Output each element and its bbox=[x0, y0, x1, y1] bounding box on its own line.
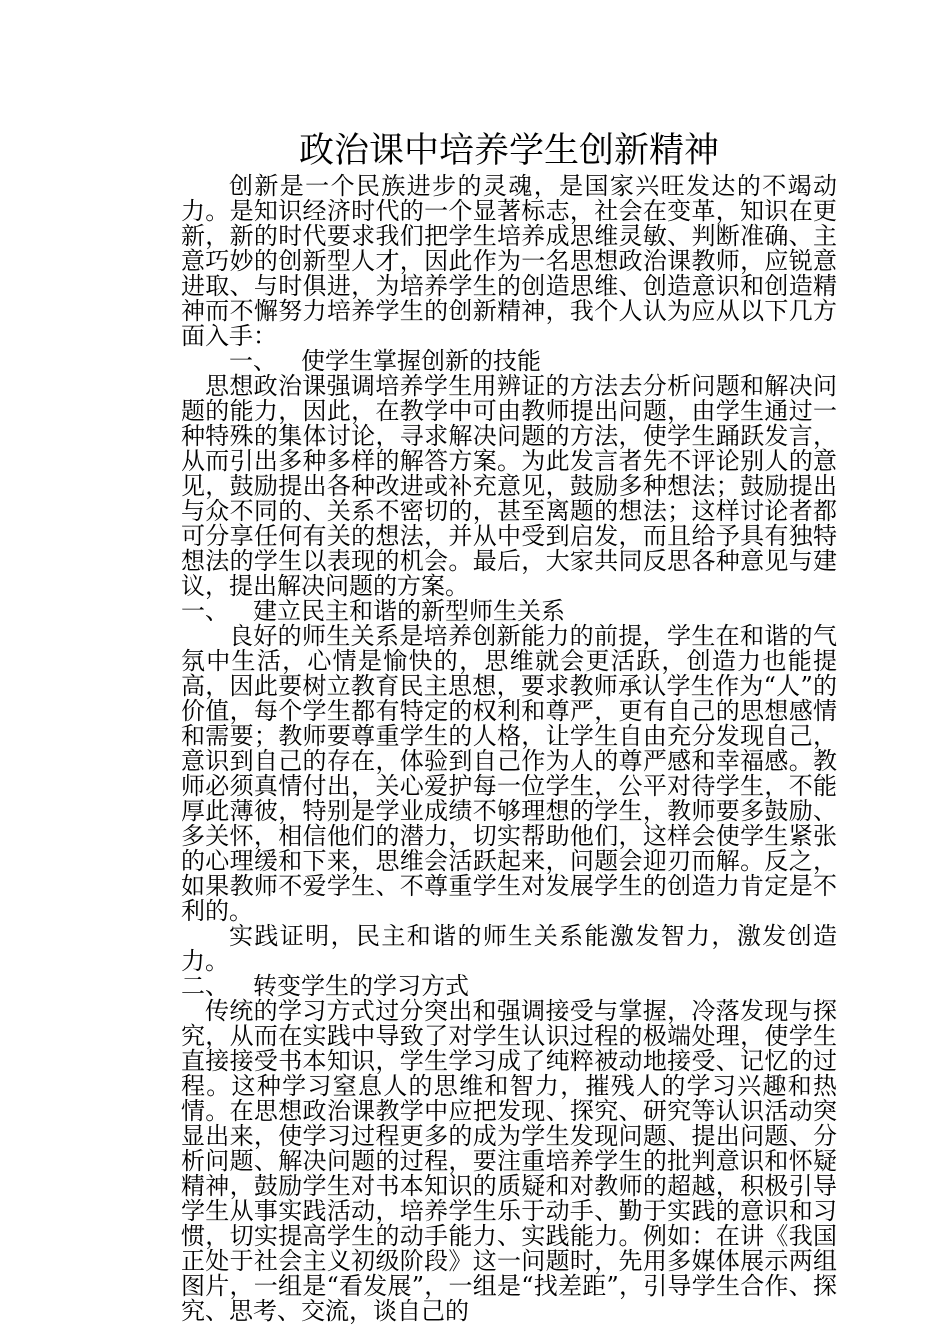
section-2-number: 一、 bbox=[181, 597, 229, 625]
section-3-title: 转变学生的学习方式 bbox=[253, 972, 469, 1000]
section-2-heading bbox=[181, 599, 837, 624]
section-2-body: 良好的师生关系是培养创新能力的前提，学生在和谐的气氛中生活，心情是愉快的，思维就会更活跃，创造力也能提高，因此要树立教育民主思想，要求教师承认学生作为“人”的价值，每个学生都有特定的权利和尊严，更有自己的思想感情和需要；教师要尊重学生的人格，让学生自由充分发现自己，意识到自己的存在，体验到自己作为人的尊严感和幸福感。教师必须真情付出，关心爱护每一位学生，公平对待学生，不能厚此薄彼，特别是学业成绩不够理想的学生，教师要多鼓励、多关怀，相信他们的潜力，切实帮助他们，这样会使学生紧张的心理缓和下来，思维会活跃起来，问题会迎刃而解。反之，如果教师不爱学生、不尊重学生对发展学生的创造力肯定是不利的。 bbox=[181, 622, 837, 925]
section-3-number: 二、 bbox=[181, 972, 229, 1000]
section-1-body: 思想政治课强调培养学生用辨证的方法去分析问题和解决问题的能力，因此，在教学中可由教师提出问题，由学生通过一种特殊的集体讨论，寻求解决问题的方法，使学生踊跃发言，从而引出多种多样的解答方案。为此发言者先不评论别人的意见，鼓励提出各种改进或补充意见，鼓励多种想法；鼓励提出与众不同的、关系不密切的，甚至离题的想法；这样讨论者都可分享任何有关的想法，并从中受到启发，而且给予具有独特想法的学生以表现的机会。最后，大家共同反思各种意见与建议，提出解决问题的方案。 bbox=[181, 372, 837, 600]
section-1-heading bbox=[181, 349, 837, 374]
intro-paragraph: 创新是一个民族进步的灵魂，是国家兴旺发达的不竭动力。是知识经济时代的一个显著标志，社会在变革，知识在更新，新的时代要求我们把学生培养成思维灵敏、判断准确、主意巧妙的创新型人才，因此作为一名思想政治课教师，应锐意进取、与时俱进，为培养学生的创造思维、创造意识和创造精神而不懈努力培养学生的创新精神，我个人认为应从以下几方面入手： bbox=[181, 172, 837, 350]
section-1-number: 一、 bbox=[229, 347, 277, 375]
document-page bbox=[181, 128, 837, 1324]
section-3-heading bbox=[181, 974, 837, 999]
document-title: 政治课中培养学生创新精神 bbox=[298, 131, 719, 171]
section-2-title: 建立民主和谐的新型师生关系 bbox=[253, 597, 565, 625]
section-2-conclusion: 实践证明，民主和谐的师生关系能激发智力，激发创造力。 bbox=[181, 922, 837, 975]
section-1-title: 使学生掌握创新的技能 bbox=[301, 347, 541, 375]
section-3-body: 传统的学习方式过分突出和强调接受与掌握，冷落发现与探究，从而在实践中导致了对学生认识过程的极端处理，使学生直接接受书本知识，学生学习成了纯粹被动地接受、记忆的过程。这种学习窒息人的思维和智力，摧残人的学习兴趣和热情。在思想政治课教学中应把发现、探究、研究等认识活动突显出来，使学习过程更多的成为学生发现问题、提出问题、分析问题、解决问题的过程，要注重培养学生的批判意识和怀疑精神，鼓励学生对书本知识的质疑和对教师的超越，积极引导学生从事实践活动，培养学生乐于动手、勤于实践的意识和习惯，切实提高学生的动手能力、实践能力。例如：在讲《我国正处于社会主义初级阶段》这一问题时，先用多媒体展示两组图片，一组是“看发展”，一组是“找差距”，引导学生合作、探究、思考、交流，谈自己的 bbox=[181, 997, 837, 1325]
